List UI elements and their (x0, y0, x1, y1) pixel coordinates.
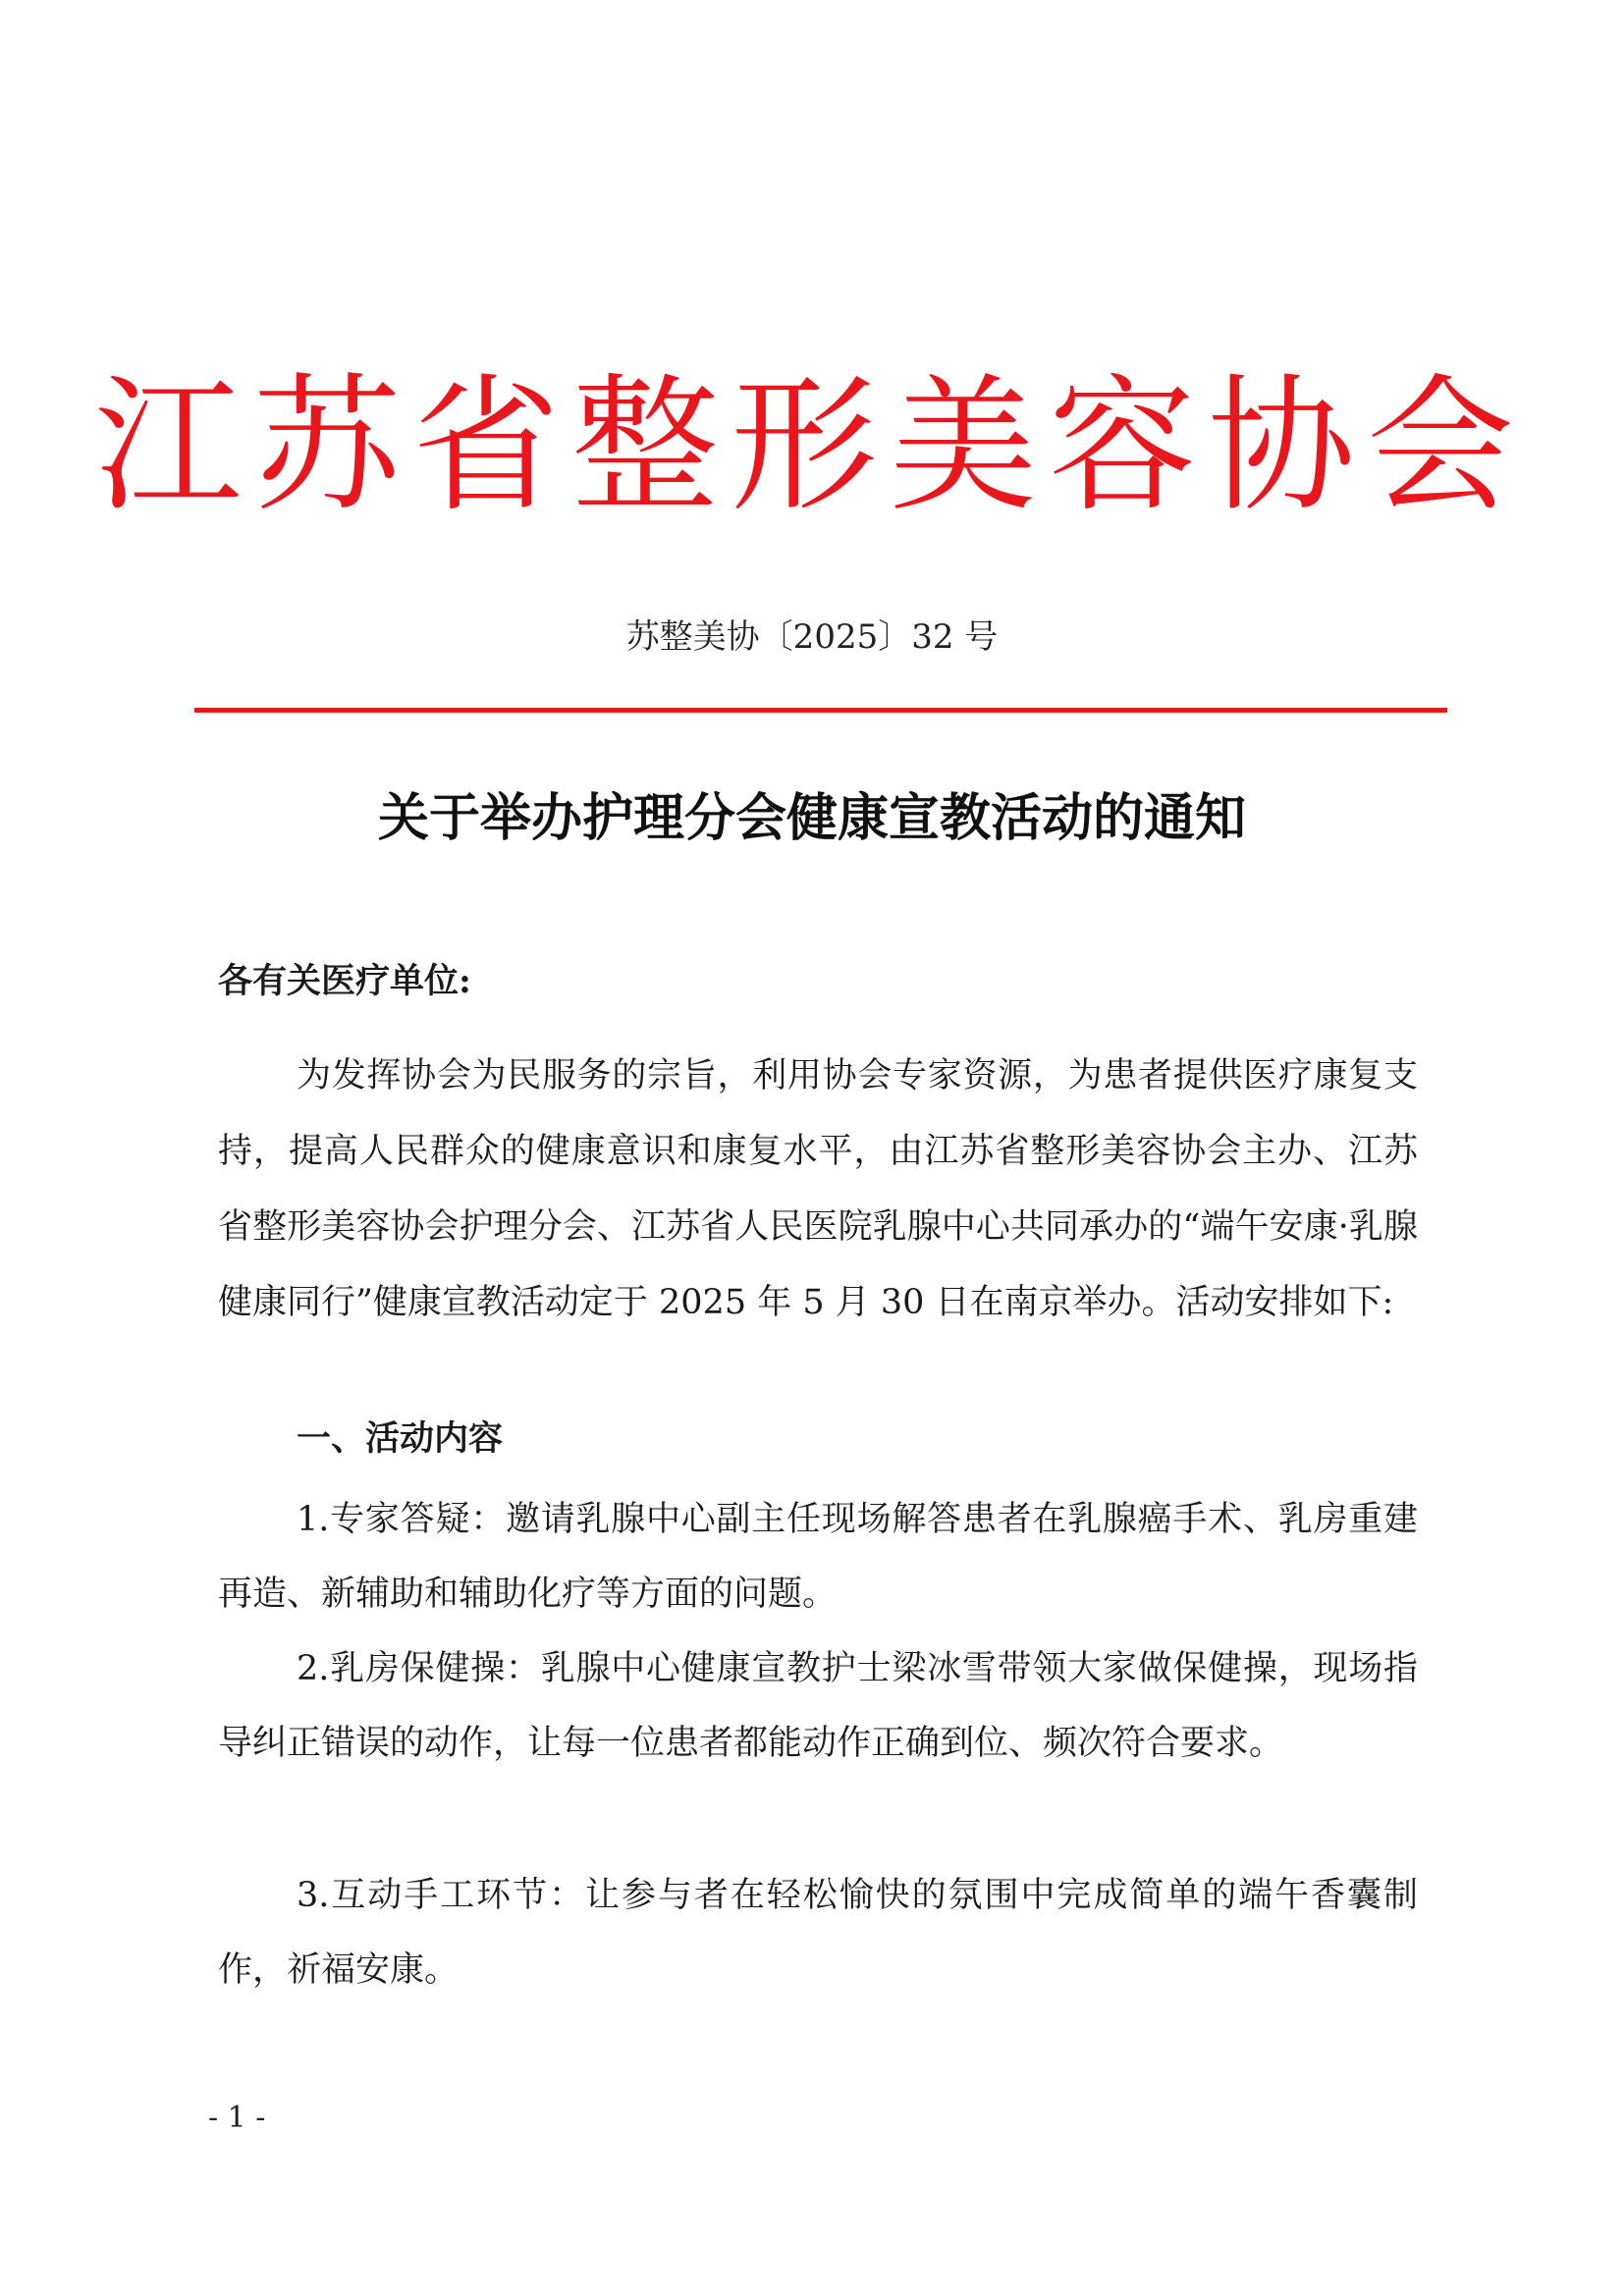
document-number: 苏整美协〔2025〕32 号 (625, 617, 999, 657)
salutation: 各有关医疗单位: (218, 961, 471, 1001)
section-heading: 一、活动内容 (297, 1418, 504, 1459)
organization-name: 江苏省整形美容协会 (94, 361, 1527, 532)
intro-paragraph: 为发挥协会为民服务的宗旨，利用协会专家资源，为患者提供医疗康复支持，提高人民群众的健康意识和康复水平，由江苏省整形美容协会主办、江苏省整形美容协会护理分会、江苏省人民医院乳腺中心共同承办的“端午安康·乳腺健康同行”健康宣教活动定于 2025 年 5 月 30 日在南京举办。活动安排如下: (218, 1056, 1418, 1322)
list-item: 2.乳房保健操：乳腺中心健康宣教护士梁冰雪带领大家做保健操，现场指导纠正错误的动作，让每一位患者都能动作正确到位、频次符合要求。 (218, 1649, 1418, 1763)
list-item: 3.互动手工环节：让参与者在轻松愉快的氛围中完成简单的端午香囊制作，祈福安康。 (218, 1876, 1418, 1990)
document-title: 关于举办护理分会健康宣教活动的通知 (377, 788, 1246, 848)
page-number: - 1 - (208, 2101, 266, 2135)
red-divider-line (194, 708, 1447, 713)
list-item: 1.专家答疑：邀请乳腺中心副主任现场解答患者在乳腺癌手术、乳房重建再造、新辅助和辅助化疗等方面的问题。 (218, 1500, 1418, 1614)
